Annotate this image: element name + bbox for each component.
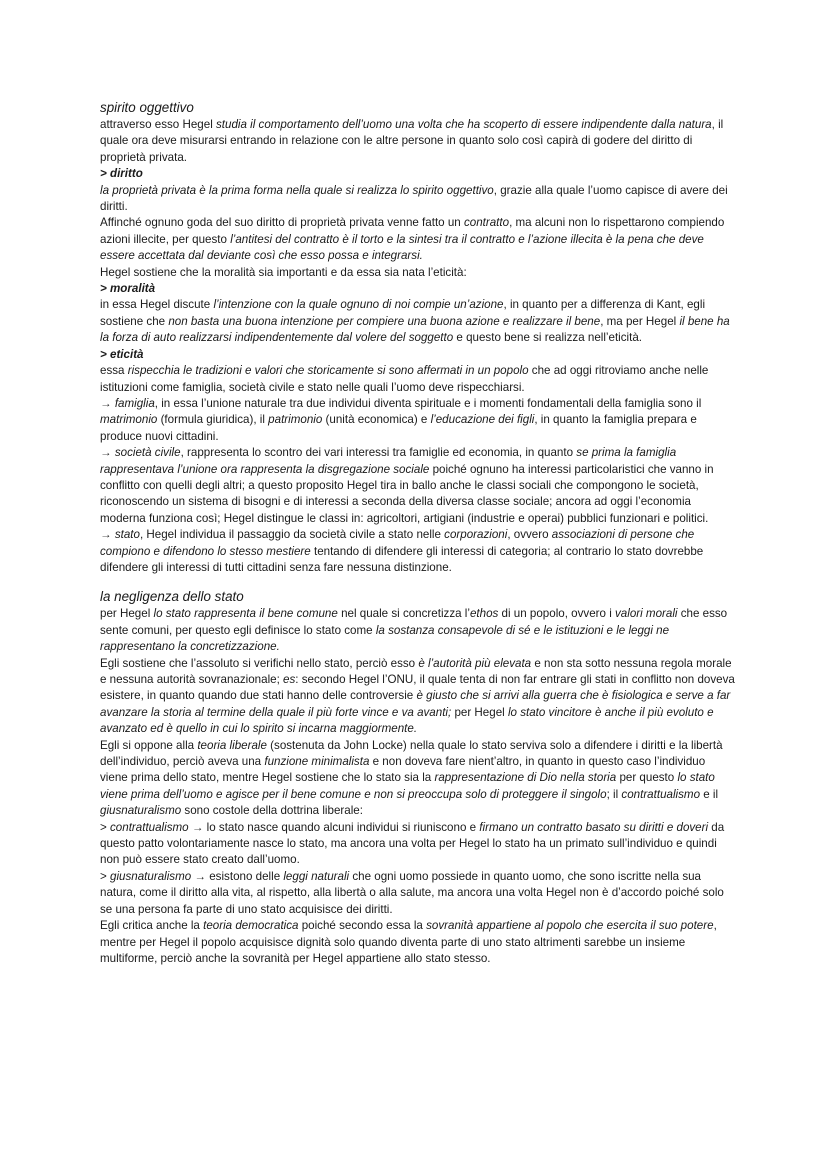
text-run: ethos [469, 607, 499, 621]
text-run: Hegel sostiene che la moralità sia importanti e da essa sia nata l’eticità: [100, 265, 467, 279]
text-run: tentando di difendere gli interessi di categoria; al contrario lo stato dovrebbe difendere gli interessi di tutti cittadini senza fare nessuna distinzione. [100, 544, 704, 574]
text-run: funzione minimalista [264, 755, 370, 769]
text-run: > [100, 869, 110, 883]
text-run: è giusto che si arrivi alla guerra che è fisiologica e serve a far avanzare la storia al termine della quale il più forte vince e va avanti; [100, 689, 731, 719]
text-run: Egli sostiene che l’assoluto si verifichi nello stato, perciò esso [100, 656, 419, 670]
text-run: Egli critica anche la [100, 919, 204, 933]
paragraph [100, 738, 736, 820]
text-run: teoria democratica [203, 919, 299, 933]
paragraph [100, 281, 736, 297]
paragraph [100, 527, 736, 576]
text-run: che ad oggi ritroviamo anche nelle istituzioni come famiglia, società civile e stato nelle quali l’uomo deve rispecchiarsi. [100, 364, 709, 394]
text-run: , ma alcuni non lo rispettarono compiendo azioni illecite, per questo [100, 216, 725, 246]
text-run: Egli si oppone alla [100, 738, 198, 752]
text-run: associazioni di persone che compiono e difendono lo stesso mestiere [100, 528, 695, 558]
text-run: rispecchia le tradizioni e valori che storicamente si sono affermati in un popolo [127, 364, 529, 378]
text-run: patrimonio [268, 413, 323, 427]
text-run: firmano un contratto basato su diritti e doveri [479, 820, 709, 834]
text-run: , Hegel individua il passaggio da società civile a stato nelle [139, 528, 445, 542]
text-run: la proprietà privata è la prima forma nella quale si realizza lo spirito oggettivo [100, 183, 494, 197]
text-run: è l’autorità più elevata [418, 656, 532, 670]
text-run: → [100, 528, 115, 542]
section-heading: la negligenza dello stato [100, 589, 244, 605]
paragraph [100, 396, 736, 445]
text-run: > [100, 820, 110, 834]
paragraph [100, 117, 736, 166]
text-run: rappresentazione di Dio nella storia [434, 771, 617, 785]
text-run: sovranità appartiene al popolo che esercita il suo potere [426, 919, 714, 933]
text-run: studia il comportamento dell’uomo una volta che ha scoperto di essere indipendente dalla natura [216, 118, 712, 131]
text-run: valori morali [615, 607, 678, 621]
text-run: > moralità [100, 282, 156, 296]
section-body [100, 606, 736, 967]
text-run: per Hegel [451, 705, 508, 719]
text-run: , in quanto la famiglia prepara e produce nuovi cittadini. [100, 413, 697, 443]
text-run: che ogni uomo possiede in quanto uomo, che sono iscritte nella sua natura, come il diritto alla vita, al rispetto, alla libertà o alla salute, ma ancora una volta Hegel non è d’accordo poiché solo se una persona fa parte di uno stato acquisisce dei diritti. [100, 869, 724, 916]
text-run: la sostanza consapevole di sé e le istituzioni e le leggi ne rappresentano la concretizzazione. [100, 623, 670, 654]
text-run: contrattualismo [110, 820, 189, 834]
text-run: → lo stato nasce quando alcuni individui si riuniscono e [188, 820, 480, 834]
paragraph [100, 215, 736, 264]
text-run: poiché ognuno ha interessi particolaristici che vanno in conflitto con quelli degli altri; a questo proposito Hegel tira in ballo anche le classi sociali che compongono le società, riconoscendo un sistema di bisogni e di interessi a seconda della diversa classe sociale; ancora ad oggi l’economia moderna funziona così; Hegel distingue le classi in: agricoltori, artigiani (industrie e operai) pubblici funzionari e politici. [100, 462, 714, 525]
text-run: se prima la famiglia rappresentava l’unione ora rappresenta la disgregazione sociale [100, 446, 677, 476]
paragraph [100, 820, 736, 869]
text-run: l’intenzione con la quale ognuno di noi compie un’azione [213, 298, 504, 312]
text-run: essa [100, 364, 128, 378]
text-run: matrimonio [100, 413, 158, 427]
text-run: stato [114, 528, 140, 542]
text-run: lo stato vincitore è anche il più evoluto e avanzato ed è quello in cui lo spirito si incarna maggiormente. [100, 705, 714, 736]
text-run: nel quale si concretizza l’ [337, 607, 470, 621]
text-run: lo stato rappresenta il bene comune [153, 607, 338, 621]
paragraph [100, 183, 736, 216]
text-run: e non sta sotto nessuna regola morale e nessuna autorità sovranazionale; [100, 656, 732, 686]
paragraph [100, 445, 736, 527]
text-run: attraverso esso Hegel [100, 118, 216, 131]
text-run: : secondo Hegel l’ONU, il quale tenta di non far entrare gli stati in conflitto non doveva esistere, in quanto quando due stati hanno delle controversie [100, 673, 735, 703]
text-run: non basta una buona intenzione per compiere una buona azione e realizzare il bene [168, 314, 601, 328]
text-run: lo stato viene prima dell’uomo e agisce per il bene comune e non si preoccupa solo di proteggere il singolo [100, 771, 715, 801]
paragraph [100, 265, 736, 281]
text-run: per Hegel [100, 607, 154, 621]
text-run: es [283, 673, 296, 686]
section-body [100, 117, 736, 576]
text-run: di un popolo, ovvero i [498, 607, 615, 621]
paragraph [100, 656, 736, 738]
text-run: → [100, 446, 115, 460]
text-run: , mentre per Hegel il popolo acquisisce dignità solo quando diventa parte di uno stato altrimenti sarebbe un insieme multiforme, perciò anche la sovranità per Hegel appartiene allo stato stesso. [100, 919, 717, 965]
paragraph [100, 606, 736, 655]
section-negligenza-stato [100, 588, 736, 967]
text-run: da questo patto volontariamente nasce lo stato, ma ancora una volta per Hegel lo stato ha un primato sull’individuo e quindi non può essere stato creato dall’uomo. [100, 820, 725, 867]
paragraph [100, 166, 736, 182]
text-run: società civile [114, 446, 181, 460]
text-run: leggi naturali [283, 869, 350, 883]
text-run: → [100, 396, 115, 410]
text-run: , grazie alla quale l’uomo capisce di avere dei diritti. [100, 183, 728, 214]
text-run: → esistono delle [191, 869, 284, 883]
text-run: giusnaturalismo [110, 869, 192, 883]
text-run: corporazioni [444, 528, 508, 542]
text-run: (formula giuridica), il [157, 413, 269, 427]
text-run: (sostenuta da John Locke) nella quale lo stato serviva solo a difendere i diritti e la libertà dell’individuo, perciò aveva una [100, 738, 723, 769]
text-run: e non doveva fare nient’altro, in quanto in questo caso l’individuo viene prima dello stato, mentre Hegel sostiene che lo stato sia la [100, 755, 706, 785]
text-run: poiché secondo essa la [298, 919, 427, 933]
text-run: , in essa l’unione naturale tra due individui diventa spirituale e i momenti fondamentali della famiglia sono il [154, 396, 702, 410]
paragraph [100, 297, 736, 346]
text-run: giusnaturalismo [100, 804, 182, 818]
text-run: contratto [463, 216, 510, 230]
text-run: l’antitesi del contratto è il torto e la sintesi tra il contratto e l’azione illecita è la pena che deve essere accettata dal deviante così che esso possa e integrarsi. [100, 232, 704, 263]
section-heading: spirito oggettivo [100, 100, 194, 115]
text-run: e il [700, 787, 719, 801]
text-run: famiglia [114, 396, 155, 410]
paragraph [100, 918, 736, 967]
text-run: contrattualismo [621, 787, 701, 801]
text-run: > diritto [100, 167, 143, 181]
paragraph [100, 347, 736, 363]
section-spirito-oggettivo [100, 99, 736, 576]
text-run: sono costole della dottrina liberale: [181, 804, 363, 818]
text-run: Affinché ognuno goda del suo diritto di proprietà privata venne fatto un [100, 216, 464, 230]
document-page [100, 99, 736, 967]
text-run: e questo bene si realizza nell’eticità. [453, 331, 643, 345]
text-run: in essa Hegel discute [100, 298, 214, 312]
text-run: , rappresenta lo scontro dei vari interessi tra famiglie ed economia, in quanto [180, 446, 577, 460]
text-run: , il quale ora deve misurarsi entrando in relazione con le altre persone in quanto solo così capirà di godere del diritto di proprietà privata. [100, 118, 724, 164]
text-run: per questo [616, 771, 678, 785]
text-run: ; il [606, 787, 622, 801]
text-run: > eticità [100, 347, 144, 361]
text-run: teoria liberale [197, 738, 267, 752]
text-run: che esso sente comuni, per questo egli definisce lo stato come [100, 607, 728, 637]
paragraph [100, 869, 736, 918]
text-run: , ma per Hegel [600, 314, 680, 328]
text-run: il bene ha la forza di auto realizzarsi indipendentemente dal volere del soggetto [100, 314, 730, 345]
text-run: l’educazione dei figli [430, 413, 535, 427]
text-run: , in quanto per a differenza di Kant, egli sostiene che [100, 298, 706, 328]
paragraph [100, 363, 736, 396]
text-run: (unità economica) e [322, 413, 431, 427]
text-run: , ovvero [507, 528, 552, 542]
